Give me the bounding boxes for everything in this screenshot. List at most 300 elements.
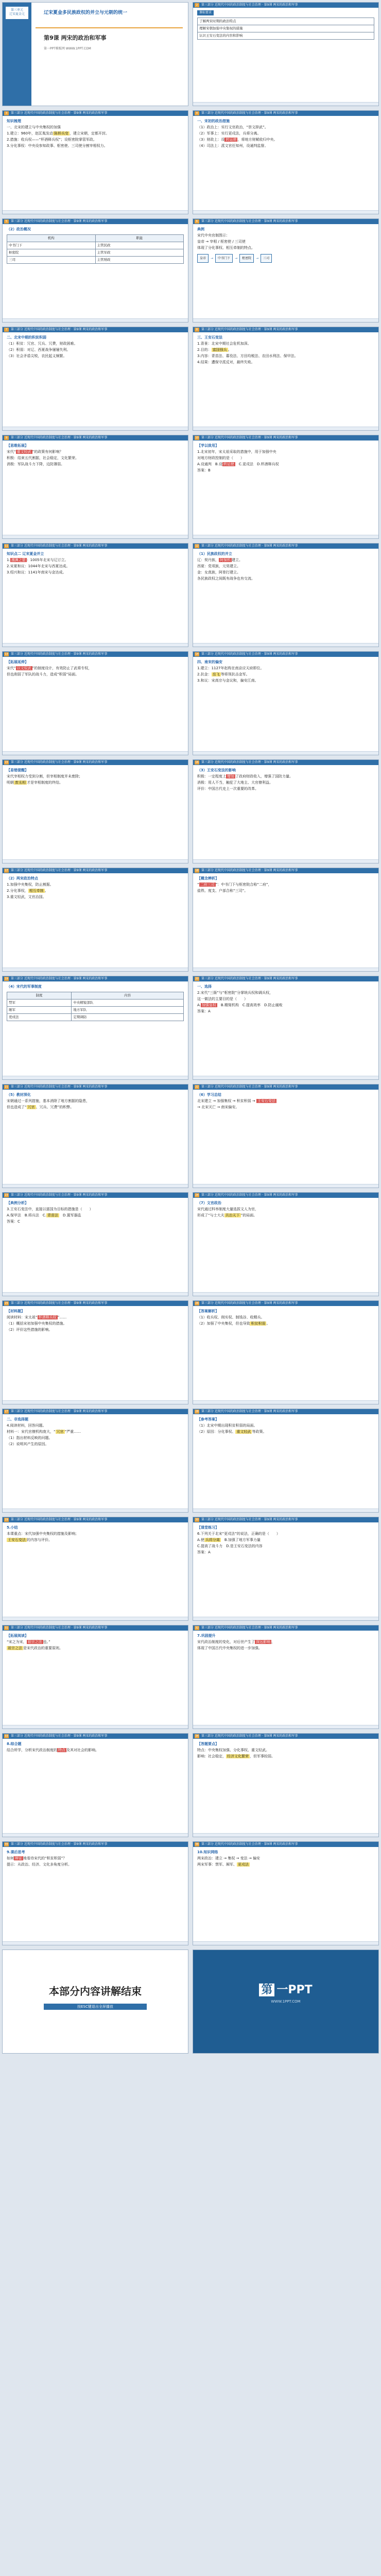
- content-slide: [193, 218, 379, 323]
- slide-footer: [3, 1833, 188, 1837]
- table-cell: 更戍法: [7, 1014, 72, 1021]
- slide-header: [3, 1734, 188, 1739]
- slide-number: 17: [5, 869, 8, 872]
- highlight-term: 二府三司: [200, 883, 215, 887]
- slide-text-line: 王安石变法 的内容与评价。: [8, 1538, 52, 1542]
- table-header: 职能: [95, 235, 184, 242]
- slide-number: 18: [195, 869, 199, 872]
- slide-number: 29: [5, 1518, 8, 1521]
- slide-text-line: 2.宋夏和议：1044年北宋与西夏达成。: [7, 564, 70, 568]
- header-text: 第三部分 近现代中国的政治制度与社会治理 · 第9课 两宋的政治和军事: [11, 1085, 108, 1089]
- slide-header: [3, 976, 188, 981]
- slide-footer: [193, 1617, 378, 1620]
- header-text: 第三部分 近现代中国的政治制度与社会治理 · 第9课 两宋的政治和军事: [11, 1410, 108, 1413]
- slide-text-line: A. 加强皇权 B.精简机构 C.提高效率 D.防止腐败: [197, 1003, 283, 1007]
- slide-text-line: 消极：用人不当，触犯了大地主、大官僚利益。: [197, 781, 273, 785]
- slide-header: [193, 544, 378, 549]
- exit-fullscreen-button[interactable]: 按ESC键退出全屏播放: [44, 2004, 147, 2010]
- slide-text-line: 6.下列关于北宋“更戍法”的说法，正确的是（ ）: [197, 1532, 280, 1536]
- slide-title: 【学以致用】: [197, 444, 219, 448]
- slide-footer: [193, 1833, 378, 1837]
- highlight-term: 王安石变法: [8, 1538, 26, 1542]
- slide-header: [193, 1734, 378, 1739]
- content-slide: [193, 759, 379, 863]
- slide-header: [3, 1301, 188, 1306]
- slide-header: [3, 219, 188, 224]
- cover-subtitle: 第一PPT模板网 WWW.1PPT.COM: [44, 47, 91, 50]
- slide-text-line: A.使 兵将分离 B.加强了地方军事力量: [197, 1538, 261, 1542]
- slide-number: 2: [195, 3, 199, 7]
- highlight-term: 冗官: [27, 1105, 35, 1109]
- slide-title: （5）教材深化: [7, 1093, 31, 1097]
- slide-text-line: 4.阅读材料，回答问题。: [7, 1423, 46, 1428]
- slide-text-line: 1.背景：北宋中期社会危机加深。: [197, 342, 251, 346]
- header-text: 第三部分 近现代中国的政治制度与社会治理 · 第9课 两宋的政治和军事: [11, 111, 108, 115]
- slide-number: 35: [5, 1843, 8, 1846]
- slide-number: 22: [195, 1086, 199, 1089]
- content-slide: [2, 868, 188, 972]
- table-cell: 厢军: [7, 1007, 72, 1014]
- slide-footer: [3, 318, 188, 322]
- header-text: 第三部分 近现代中国的政治制度与社会治理 · 第9课 两宋的政治和军事: [11, 328, 108, 331]
- header-text: 第三部分 近现代中国的政治制度与社会治理 · 第9课 两宋的政治和军事: [11, 436, 108, 439]
- header-text: 第三部分 近现代中国的政治制度与社会治理 · 第9课 两宋的政治和军事: [11, 219, 108, 223]
- table-cell: 主管民政: [95, 242, 184, 249]
- header-text: 第三部分 近现代中国的政治制度与社会治理 · 第9课 两宋的政治和军事: [201, 1734, 298, 1738]
- highlight-term: 更戍法: [238, 1862, 249, 1867]
- slide-header: [193, 435, 378, 440]
- slide-text-line: 提示：从政治、经济、文化多角度分析。: [7, 1862, 72, 1867]
- slide-footer: [193, 1509, 378, 1512]
- cover-title: 辽宋夏金多民族政权的并立与元朝的统一: [44, 10, 128, 15]
- slide-footer: [193, 859, 378, 863]
- slide-footer: [193, 751, 378, 755]
- slide-text-line: （3）财政上：设 转运使 ，将地方财赋收归中央。: [197, 138, 278, 142]
- slide-footer: [3, 535, 188, 538]
- highlight-term: 冗官: [56, 1430, 64, 1434]
- slide-text-line: 体现了分化事权、相互牵制的特点。: [197, 246, 255, 250]
- slide-header: [193, 1625, 378, 1631]
- slide-number: 11: [5, 545, 8, 548]
- header-text: 第三部分 近现代中国的政治制度与社会治理 · 第9课 两宋的政治和军事: [11, 1842, 108, 1846]
- header-text: 第三部分 近现代中国的政治制度与社会治理 · 第9课 两宋的政治和军事: [201, 1410, 298, 1413]
- slide-text-line: 西夏：党项族，元昊建立。: [197, 564, 240, 568]
- slide-header: [3, 1517, 188, 1522]
- slide-text-line: 1.建立：1127年赵构在南京应天府即位。: [197, 666, 264, 670]
- slide-number: 19: [5, 977, 8, 980]
- logo-mark: 第: [259, 1984, 274, 1996]
- table-row: [7, 257, 184, 264]
- slide-text-line: 宋朝通过一系列措施，基本消除了地方割据的隐患，: [7, 1099, 90, 1103]
- content-slide: [193, 1841, 379, 1945]
- slide-text-line: 但也削弱了军队的战斗力，造成“积弱”局面。: [7, 672, 79, 676]
- content-slide: [2, 543, 188, 647]
- slide-text-line: （3）社会矛盾尖锐，农民起义频繁。: [7, 354, 67, 358]
- slide-text-line: 皇帝 → 宰相 / 枢密使 / 三司使: [197, 240, 246, 244]
- flow-diagram: [197, 254, 374, 263]
- content-slide: [193, 435, 379, 539]
- slide-text-line: 这一做法的主要目的是（ ）: [197, 997, 248, 1001]
- slide-text-line: （4）司法上：派文官任知州，设通判监督。: [197, 144, 268, 148]
- slide-footer: [193, 318, 378, 322]
- header-text: 第三部分 近现代中国的政治制度与社会治理 · 第9课 两宋的政治和军事: [11, 760, 108, 764]
- header-text: 第三部分 近现代中国的政治制度与社会治理 · 第9课 两宋的政治和军事: [201, 1842, 298, 1846]
- slide-number: 5: [4, 219, 9, 224]
- slide-number: 30: [195, 1518, 199, 1521]
- content-slide: [2, 1300, 188, 1404]
- slide-text-line: 3.重文轻武，文官治国。: [7, 895, 46, 899]
- slide-header: [193, 327, 378, 332]
- slide-title: 【拓展延伸】: [7, 660, 28, 664]
- content-slide: [193, 1300, 379, 1404]
- slide-title: 【易错提醒】: [7, 768, 28, 772]
- slide-footer: [193, 1184, 378, 1188]
- logo-text: 一PPT: [276, 1984, 313, 1996]
- slide-number: 6: [195, 219, 199, 224]
- ppt-brand-slide: [193, 1950, 379, 2054]
- slide-header: [193, 219, 378, 224]
- arrow-icon: →: [256, 257, 259, 260]
- slide-title: （4）宋代的军事制度: [7, 985, 42, 989]
- slide-number: 7: [4, 328, 9, 332]
- slide-text-line: 评价：中国古代史上一次重要的改革。: [197, 787, 258, 791]
- outline-table: [197, 18, 374, 40]
- slide-number: 10: [195, 436, 199, 439]
- slide-title: 9.课后思考: [7, 1850, 25, 1854]
- arrow-icon: →: [211, 257, 214, 260]
- slide-header: 2 第三部分 近现代中国的政治制度与社会治理 · 第9课 两宋的政治和军事: [193, 3, 378, 8]
- slide-header: [193, 111, 378, 116]
- slide-text-line: 宋代政治制度的变化，对后世产生了 深远影响 ，: [197, 1640, 275, 1644]
- table-header: 机构: [7, 235, 96, 242]
- slide-footer: [193, 968, 378, 971]
- slide-footer: [193, 427, 378, 430]
- slide-title: 【拓展阅读】: [7, 1634, 28, 1638]
- brand-logo: [193, 1981, 378, 1997]
- slide-text-line: 金：女真族，阿骨打建立。: [197, 570, 240, 574]
- slide-title: 【概念辨析】: [197, 876, 219, 880]
- slide-text-line: 盐铁、度支、户部合称“三司”。: [197, 889, 248, 893]
- slide-header: [3, 1084, 188, 1090]
- content-slide: [2, 1084, 188, 1188]
- highlight-term: 王安石变法: [257, 1099, 275, 1103]
- slide-title: 三、王安石变法: [197, 335, 222, 340]
- slide-title: （7）文官政治: [197, 1201, 221, 1205]
- slide-text-line: （1）北宋中期出现积贫积弱的局面。: [197, 1423, 257, 1428]
- header-text: 第三部分 近现代中国的政治制度与社会治理 · 第9课 两宋的政治和军事: [11, 869, 108, 872]
- slide-text-line: 2.抗金： 岳飞 等将领抗击金军。: [197, 672, 250, 676]
- highlight-term: 澶渊之盟: [11, 558, 26, 562]
- end-slide: [2, 1950, 188, 2054]
- slide-footer: [193, 1725, 378, 1728]
- slide-text-line: 但也造成了“ 冗官 、冗兵、冗费”的积弊。: [7, 1105, 74, 1109]
- slide-text-line: （1）积贫：冗官、冗兵、冗费，财政困难。: [7, 342, 78, 346]
- slide-text-line: 3.和议：宋高宗与金议和，偏安江南。: [197, 679, 258, 683]
- slide-number: 34: [195, 1735, 199, 1738]
- slide-text-line: 答案：A: [197, 1550, 211, 1554]
- arrow-icon: →: [235, 257, 238, 260]
- header-text: 第三部分 近现代中国的政治制度与社会治理 · 第9课 两宋的政治和军事: [201, 1085, 298, 1089]
- slide-footer: [3, 1400, 188, 1404]
- slide-header: [193, 1084, 378, 1090]
- slide-text-line: 3.绍兴和议：1141年南宋与金达成。: [7, 570, 66, 574]
- header-text: 第三部分 近现代中国的政治制度与社会治理 · 第9课 两宋的政治和军事: [201, 977, 298, 980]
- slide-number: 28: [195, 1410, 199, 1413]
- slide-header: [3, 868, 188, 873]
- header-text: 第三部分 近现代中国的政治制度与社会治理 · 第9课 两宋的政治和军事: [11, 1301, 108, 1305]
- slide-title: 10.知识网络: [197, 1850, 218, 1854]
- header-text: 第三部分 近现代中国的政治制度与社会治理 · 第9课 两宋的政治和军事: [201, 1626, 298, 1630]
- table-row: [7, 999, 184, 1007]
- slide-text-line: 1.加强中央集权，防止割据。: [7, 883, 54, 887]
- table-cell: 主管财政: [95, 257, 184, 264]
- slide-text-line: （2）加强了中央集权，但也导致 积贫积弱 。: [197, 1321, 270, 1326]
- highlight-term: 青苗法: [47, 1213, 59, 1217]
- slide-header: [193, 1301, 378, 1306]
- slide-footer: [3, 643, 188, 647]
- slide-number: 36: [195, 1843, 199, 1846]
- content-slide: [193, 1409, 379, 1513]
- slide-header: [3, 435, 188, 440]
- slide-footer: [3, 427, 188, 430]
- content-slide: [193, 868, 379, 972]
- table-cell: 主管军政: [95, 249, 184, 257]
- slide-header: [3, 1625, 188, 1631]
- slide-header: [3, 544, 188, 549]
- content-slide: [193, 1625, 379, 1729]
- header-text: 第三部分 近现代中国的政治制度与社会治理 · 第9课 两宋的政治和军事: [11, 1193, 108, 1197]
- slide-footer: [193, 1400, 378, 1404]
- data-table: [7, 234, 184, 264]
- slide-text-line: 2.宋代“三衙”与“枢密院”分掌统兵权和调兵权，: [197, 991, 273, 995]
- flow-box: 皇帝: [197, 254, 209, 263]
- table-cell: 枢密院: [7, 249, 96, 257]
- slide-text-line: 2.目的： 富国强兵 。: [197, 348, 232, 352]
- slide-title: （2）两宋政治特点: [7, 876, 38, 880]
- slide-title: 【材料题】: [7, 1309, 25, 1313]
- content-slide: [193, 1084, 379, 1188]
- slide-text-line: 祖宗之法 是宋代政治的重要原则。: [8, 1646, 63, 1650]
- slide-header: [193, 976, 378, 981]
- highlight-term: 辩证: [15, 1856, 22, 1860]
- slide-number: 33: [5, 1735, 8, 1738]
- table-cell: 地方军队: [72, 1007, 184, 1014]
- slide-text-line: 两宋政治：建立 → 集权 → 变法 → 偏安: [197, 1856, 260, 1860]
- highlight-term: 加强皇权: [201, 1003, 216, 1007]
- header-text: 第三部分 近现代中国的政治制度与社会治理 · 第9课 两宋的政治和军事: [201, 760, 298, 764]
- slide-header: [193, 1409, 378, 1414]
- slide-number: 3: [4, 111, 9, 115]
- flow-box: 中书门下: [215, 254, 233, 263]
- slide-text-line: （2）说明其产生的原因。: [7, 1442, 49, 1446]
- slide-text-line: （1）政治上：实行文官政治，“崇文抑武”。: [197, 125, 268, 129]
- highlight-term: 转运使: [226, 138, 237, 142]
- header-text: 第三部分 近现代中国的政治制度与社会治理 · 第9课 两宋的政治和军事: [201, 1518, 298, 1521]
- slide-text-line: 1. 澶渊之盟 ：1005年北宋与辽订立。: [7, 558, 68, 562]
- slide-header: [193, 868, 378, 873]
- slide-header: [3, 327, 188, 332]
- slide-text-line: 消极：军队战斗力下降，边防薄弱。: [7, 462, 64, 466]
- header-text: 第三部分 近现代中国的政治制度与社会治理 · 第9课 两宋的政治和军事: [11, 652, 108, 656]
- highlight-term: 深远影响: [256, 1640, 270, 1644]
- content-slide: [2, 1409, 188, 1513]
- brand-url: WWW.1PPT.COM: [271, 1999, 301, 2004]
- slide-text-line: 3.分化事权：中央设参知政事、枢密使、三司使分割宰相权力。: [7, 144, 108, 148]
- slide-footer: [3, 1941, 188, 1945]
- highlight-term: 特点: [58, 1748, 65, 1752]
- outline-row: 认识王安石变法的内容和影响: [198, 32, 374, 40]
- highlight-term: 祖宗之法: [27, 1640, 42, 1644]
- content-slide: [2, 218, 188, 323]
- end-title: 本部分内容讲解结束: [49, 1985, 142, 1997]
- slide-text-line: 1.北宋初年，宋太祖采取的措施中，用于加强中央: [197, 450, 276, 454]
- slide-footer: [3, 751, 188, 755]
- slide-footer: [3, 1725, 188, 1728]
- table-cell: 中书门下: [7, 242, 96, 249]
- slide-text-line: C.提高了战斗力 D.是王安石变法的内容: [197, 1544, 263, 1548]
- slide-title: 【答案解析】: [197, 1309, 219, 1313]
- slide-text-line: 4.结果：遭保守派反对，最终失败。: [197, 360, 255, 364]
- slide-number: 31: [5, 1626, 8, 1630]
- table-cell: 禁军: [7, 999, 72, 1007]
- highlight-term: 阿保机: [220, 558, 231, 562]
- header-text: 第三部分 近现代中国的政治制度与社会治理 · 第9课 两宋的政治和军事: [201, 328, 298, 331]
- slide-footer: [193, 1076, 378, 1079]
- header-text: 第三部分 近现代中国的政治制度与社会治理 · 第9课 两宋的政治和军事: [201, 111, 298, 115]
- slide-text-line: 3.内容：青苗法、募役法、方田均税法、农田水利法、保甲法。: [197, 354, 298, 358]
- slide-text-line: 宋代“ 以文驭武 ”的制度设计，有效防止了武将专权，: [7, 666, 92, 670]
- content-slide: [193, 976, 379, 1080]
- content-slide: [193, 651, 379, 755]
- content-slide: [193, 543, 379, 647]
- badge-line-1: 第三单元: [10, 8, 23, 12]
- slide-text-line: 1.建立：960年，赵匡胤发动 陈桥兵变 ，建立宋朝，定都开封。: [7, 131, 110, 135]
- header-text: 第三部分 近现代中国的政治制度与社会治理 · 第9课 两宋的政治和军事: [201, 869, 298, 872]
- slide-number: 23: [5, 1194, 8, 1197]
- slide-text-line: （2）军事上：实行更戍法，兵将分离。: [197, 131, 261, 135]
- slide-title: 二、北宋中期的积贫积弱: [7, 335, 46, 340]
- slide-title: （6）学习总结: [197, 1093, 221, 1097]
- header-text: 第三部分 近现代中国的政治制度与社会治理 · 第9课 两宋的政治和军事: [201, 544, 298, 548]
- slide-title: 典例: [197, 227, 204, 231]
- slide-number: 9: [4, 436, 9, 440]
- slide-number: 4: [195, 111, 199, 115]
- content-slide: [193, 1192, 379, 1296]
- slide-header: [193, 1517, 378, 1522]
- slide-header: [193, 1842, 378, 1847]
- slide-text-line: 宋代宰相权力受到分割，但宰相制度并未废除；: [7, 774, 82, 778]
- highlight-term: 经济文化繁荣: [227, 1754, 249, 1758]
- slide-title: 四、南宋的偏安: [197, 660, 222, 664]
- content-slide: [2, 327, 188, 431]
- slide-header: [193, 1193, 378, 1198]
- slide-footer: [3, 210, 188, 214]
- outline-row: 了解两宋时期的政治特点: [198, 18, 374, 25]
- content-slide: [193, 110, 379, 214]
- table-cell: 三司: [7, 257, 96, 264]
- table-row: [7, 242, 184, 249]
- table-row: [7, 1014, 184, 1021]
- slide-title: 5.小结: [7, 1526, 18, 1530]
- flow-box: 枢密院: [239, 254, 254, 263]
- slide-number: 8: [195, 328, 199, 332]
- highlight-term: 废丞相: [15, 781, 26, 785]
- slide-text-line: 2.措施：收兵权——“杯酒释兵权”；设枢密院掌管军政。: [7, 138, 97, 142]
- slide-footer: [3, 1184, 188, 1188]
- content-slide: [2, 1841, 188, 1945]
- content-slide: [2, 759, 188, 863]
- highlight-term: 岳飞: [212, 672, 220, 676]
- slide-text-line: （2）评价这些措施的影响。: [7, 1328, 53, 1332]
- slide-text-line: “宋之为宋， 祖宗之法 也。”: [7, 1640, 50, 1644]
- slide-text-line: 材料一：宋代官僚机构庞大，“ 冗官 ”严重……: [7, 1430, 81, 1434]
- content-slide: [193, 1517, 379, 1621]
- slide-number: 32: [195, 1626, 199, 1630]
- outline-tag: 课标要求: [197, 10, 214, 15]
- highlight-term: 增加: [227, 774, 234, 778]
- slide-text-line: 积极：结束五代割据，社会稳定，文化繁荣。: [7, 456, 79, 460]
- highlight-term: 共治天下: [225, 1213, 240, 1217]
- header-text: 第三部分 近现代中国的政治制度与社会治理 · 第9课 两宋的政治和军事: [11, 1518, 108, 1521]
- slide-title: 【典例分析】: [7, 1201, 28, 1205]
- header-text: 第三部分 近现代中国的政治制度与社会治理 · 第9课 两宋的政治和军事: [201, 436, 298, 439]
- slide-number: 14: [195, 653, 199, 656]
- highlight-term: 相互牵制: [29, 889, 44, 893]
- slide-title: 一、宋初的政治措施: [197, 119, 230, 123]
- slide-text-line: 影响：社会稳定， 经济文化繁荣 ，但军事较弱。: [197, 1754, 275, 1758]
- badge-line-2: 辽宋夏金元: [9, 12, 25, 16]
- slide-text-line: 阅读材料：宋太祖“ 杯酒释兵权 ”……: [7, 1315, 67, 1319]
- slide-number: 26: [195, 1302, 199, 1305]
- slide-title: 【课堂练习】: [197, 1526, 219, 1530]
- slide-text-line: 答案：A: [197, 1009, 211, 1013]
- slide-text-line: 2.分化事权， 相互牵制 。: [7, 889, 48, 893]
- content-slide: [2, 110, 188, 214]
- cover-slide: [2, 2, 188, 106]
- slide-text-line: A.保甲法 B.将兵法 C. 青苗法 D.置军器监: [7, 1213, 81, 1217]
- content-slide: [2, 1192, 188, 1296]
- slide-text-line: “ 二府三司 ”：中书门下与枢密院合称“二府”，: [197, 883, 272, 887]
- slide-footer: [3, 968, 188, 971]
- highlight-term: 转运使: [223, 462, 234, 466]
- highlight-term: 杯酒释兵权: [38, 1315, 57, 1319]
- content-slide: [2, 1625, 188, 1729]
- slide-text-line: A.设通判 B.设 转运使 C.更戍法 D.杯酒释兵权: [197, 462, 279, 466]
- slide-title: （3）王安石变法的影响: [197, 768, 236, 772]
- table-header: 制度: [7, 992, 72, 999]
- outline-row: 理解宋朝加强中央集权的措施: [198, 25, 374, 32]
- slide-text-line: 结合所学，分析宋代政治制度的 特点 及其对社会的影响。: [7, 1748, 99, 1752]
- content-slide: [2, 435, 188, 539]
- slide-footer: [3, 1076, 188, 1079]
- slide-header: [3, 1193, 188, 1198]
- content-slide: [2, 1517, 188, 1621]
- slide-title: 7.巩固提升: [197, 1634, 216, 1638]
- slide-footer: [3, 859, 188, 863]
- slide-number: 27: [5, 1410, 8, 1413]
- slide-number: 20: [195, 977, 199, 980]
- slide-footer: [193, 535, 378, 538]
- slide-text-line: 特点：中央集权加强、分化事权、重文轻武。: [197, 1748, 269, 1752]
- slide-title: 知识梳理: [7, 119, 21, 123]
- slide-header: [3, 1409, 188, 1414]
- header-text: 第三部分 近现代中国的政治制度与社会治理 · 第9课 两宋的政治和军事: [11, 977, 108, 980]
- slide-text-line: （2）原因：分化事权、 重文轻武 等政策。: [197, 1430, 267, 1434]
- outline-slide: [193, 2, 379, 106]
- slide-footer: [193, 210, 378, 214]
- slide-footer: [193, 1941, 378, 1945]
- slide-text-line: 各民族政权之间既有战争也有交流。: [197, 577, 255, 581]
